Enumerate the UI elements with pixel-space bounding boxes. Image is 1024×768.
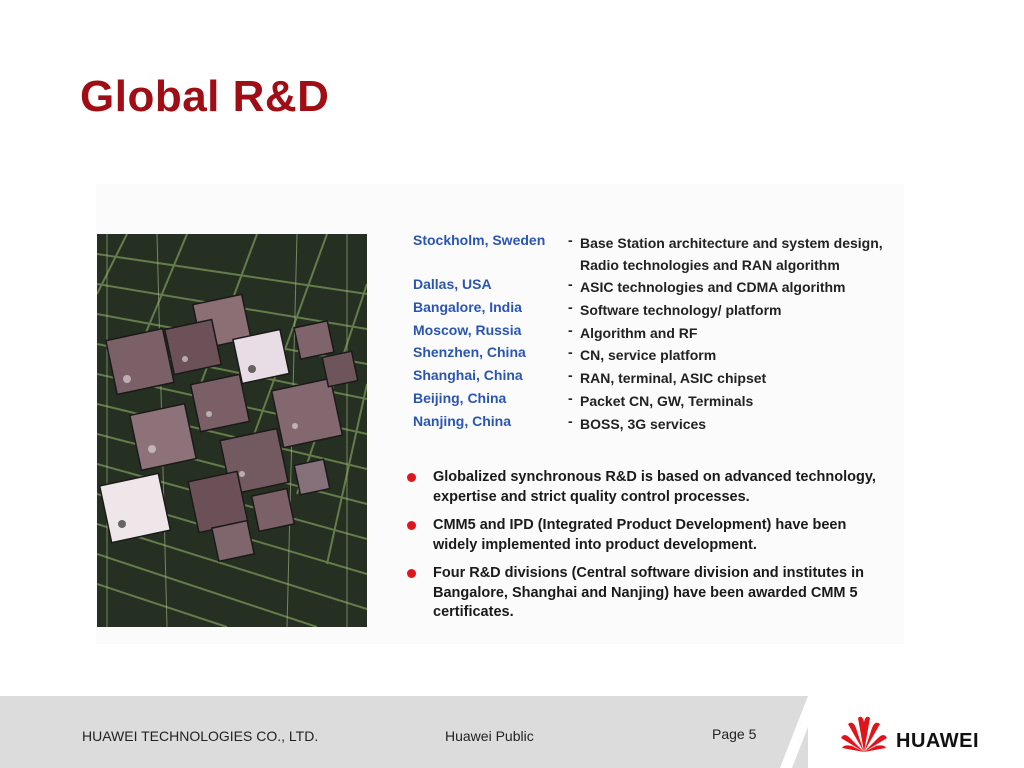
site-description: Software technology/ platform xyxy=(580,301,782,318)
site-description: Base Station architecture and system design, Radio technologies and RAN algorithm xyxy=(580,235,883,273)
bullet-text: Globalized synchronous R&D is based on advanced technology, expertise and strict quality control processes. xyxy=(433,469,876,505)
site-description: Packet CN, GW, Terminals xyxy=(580,392,754,409)
site-city: Stockholm, Sweden xyxy=(413,232,546,248)
huawei-logo xyxy=(808,696,1024,768)
site-dash: - xyxy=(568,321,573,338)
site-row xyxy=(413,320,903,343)
circuit-board-image xyxy=(97,234,367,627)
site-row xyxy=(413,342,903,365)
site-dash: - xyxy=(568,232,573,248)
site-description: ASIC technologies and CDMA algorithm xyxy=(580,279,846,295)
site-city: Bangalore, India xyxy=(413,298,522,315)
site-row xyxy=(413,388,903,411)
site-dash: - xyxy=(568,367,573,384)
site-city: Nanjing, China xyxy=(413,412,511,429)
site-description: BOSS, 3G services xyxy=(580,415,707,432)
slide-footer xyxy=(0,696,1024,768)
site-description: Algorithm and RF xyxy=(580,324,698,341)
site-dash: - xyxy=(568,389,573,406)
site-row xyxy=(413,297,903,320)
site-dash: - xyxy=(568,298,573,315)
site-row xyxy=(413,411,903,434)
site-city: Moscow, Russia xyxy=(413,321,522,338)
bullet-item xyxy=(404,468,894,507)
site-city: Beijing, China xyxy=(413,389,507,406)
site-row xyxy=(413,230,903,274)
bullet-list xyxy=(404,468,894,632)
site-city: Shanghai, China xyxy=(413,367,523,384)
bullet-item xyxy=(404,564,894,623)
footer-company: HUAWEI TECHNOLOGIES CO., LTD. xyxy=(82,728,319,744)
site-dash: - xyxy=(568,344,573,361)
bullet-item xyxy=(404,516,894,555)
bullet-text: CMM5 and IPD (Integrated Product Development) have been widely implemented into product development. xyxy=(433,517,847,553)
site-city: Shenzhen, China xyxy=(413,344,526,361)
page-number: Page 5 xyxy=(712,726,757,742)
huawei-logo-text: HUAWEI xyxy=(896,730,979,752)
site-description: RAN, terminal, ASIC chipset xyxy=(580,370,767,387)
bullet-dot-icon xyxy=(407,473,416,482)
slide-title: Global R&D xyxy=(80,72,330,121)
bullet-text: Four R&D divisions (Central software division and institutes in Bangalore, Shanghai and Nanjing) have been awarded CMM 5 certificates. xyxy=(433,565,865,620)
site-city: Dallas, USA xyxy=(413,276,492,292)
site-description: CN, service platform xyxy=(580,347,717,364)
huawei-logo-icon xyxy=(840,714,888,752)
site-row xyxy=(413,274,903,297)
site-dash: - xyxy=(568,412,573,429)
bullet-dot-icon xyxy=(407,569,416,578)
site-row xyxy=(413,365,903,388)
bullet-dot-icon xyxy=(407,521,416,530)
rd-site-list xyxy=(413,230,903,434)
footer-classification: Huawei Public xyxy=(445,728,534,744)
site-dash: - xyxy=(568,276,573,292)
